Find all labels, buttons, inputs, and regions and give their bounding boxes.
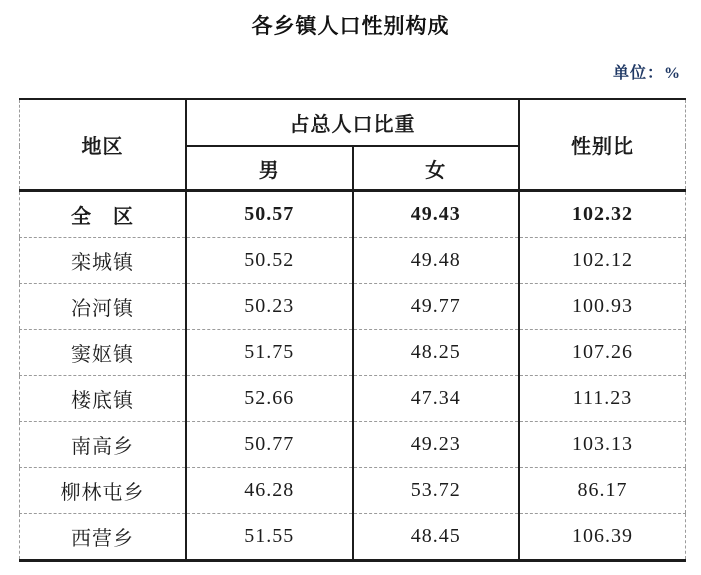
- table-row: [20, 514, 686, 561]
- table-header: [20, 99, 686, 191]
- header-region: 地区: [81, 136, 124, 158]
- cell-female-share: 49.48: [353, 238, 520, 284]
- table-row: [20, 468, 686, 514]
- unit-label: 单位：%: [612, 65, 681, 82]
- cell-region: 冶河镇: [20, 284, 187, 330]
- cell-male-share: 50.77: [186, 422, 353, 468]
- cell-region: 栾城镇: [20, 238, 187, 284]
- header-female: 女: [353, 146, 520, 191]
- cell-region: 全 区: [20, 191, 187, 238]
- table-row: [20, 422, 686, 468]
- cell-male-share: 52.66: [186, 376, 353, 422]
- cell-region: 南高乡: [20, 422, 187, 468]
- cell-region: 楼底镇: [20, 376, 187, 422]
- cell-male-share: 50.57: [186, 191, 353, 238]
- cell-region: 西营乡: [20, 514, 187, 561]
- cell-female-share: 53.72: [353, 468, 520, 514]
- cell-sex-ratio: 107.26: [519, 330, 686, 376]
- header-sex-ratio: 性别比: [519, 99, 686, 191]
- page-title: 各乡镇人口性别构成: [251, 15, 450, 38]
- population-gender-table: [19, 98, 686, 562]
- cell-male-share: 46.28: [186, 468, 353, 514]
- table-row: [20, 330, 686, 376]
- header-male: 男: [186, 146, 353, 191]
- cell-sex-ratio: 102.32: [519, 191, 686, 238]
- cell-sex-ratio: 102.12: [519, 238, 686, 284]
- cell-female-share: 47.34: [353, 376, 520, 422]
- table-row-total: [20, 191, 686, 238]
- cell-female-share: 49.43: [353, 191, 520, 238]
- cell-female-share: 49.23: [353, 422, 520, 468]
- cell-female-share: 48.25: [353, 330, 520, 376]
- cell-sex-ratio: 103.13: [519, 422, 686, 468]
- cell-sex-ratio: 86.17: [519, 468, 686, 514]
- cell-female-share: 49.77: [353, 284, 520, 330]
- table-row: [20, 284, 686, 330]
- header-share-of-total: 占总人口比重: [186, 99, 519, 146]
- cell-male-share: 50.52: [186, 238, 353, 284]
- cell-male-share: 51.75: [186, 330, 353, 376]
- table-row: [20, 376, 686, 422]
- table-body: [20, 191, 686, 561]
- cell-region: 窦妪镇: [20, 330, 187, 376]
- table-row: [20, 238, 686, 284]
- cell-sex-ratio: 100.93: [519, 284, 686, 330]
- cell-male-share: 51.55: [186, 514, 353, 561]
- cell-region: 柳林屯乡: [20, 468, 187, 514]
- cell-male-share: 50.23: [186, 284, 353, 330]
- cell-sex-ratio: 111.23: [519, 376, 686, 422]
- cell-sex-ratio: 106.39: [519, 514, 686, 561]
- cell-female-share: 48.45: [353, 514, 520, 561]
